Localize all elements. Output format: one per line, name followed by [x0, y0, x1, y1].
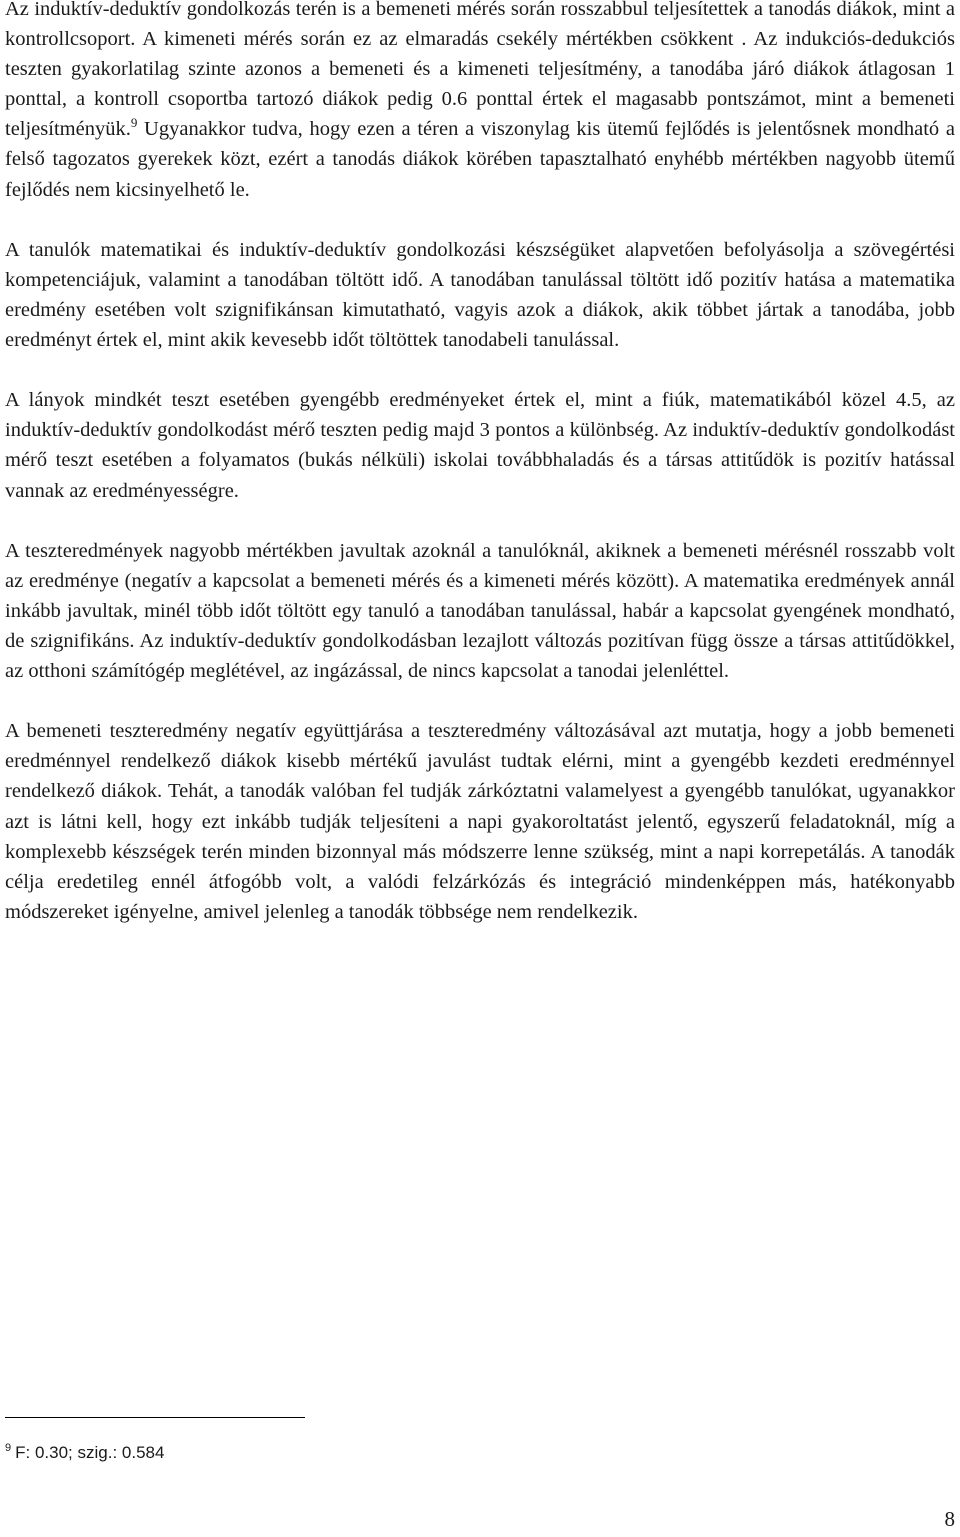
footnote-number: 9: [5, 1442, 12, 1455]
paragraph-2: A tanulók matematikai és induktív-deduktív gondolkozási készségüket alapvetően befolyásolja a szövegértési kompetenciájuk, valamint a tanodában töltött idő. A tanodában tanulással töltött idő pozitív hatása a matematika eredmény esetében volt szignifikánsan kimutatható, vagyis azok a diákok, akik többet jártak a tanodába, jobb eredményt értek el, mint akik kevesebb időt töltöttek tanodabeli tanulással.: [5, 238, 955, 352]
footnote-text: F: 0.30; szig.: 0.584: [15, 1443, 165, 1462]
paragraph-4: A teszteredmények nagyobb mértékben javultak azoknál a tanulóknál, akiknek a bemeneti mérésnél rosszabb volt az eredménye (negatív a kapcsolat a bemeneti mérés és a kimeneti mérés között). A matematika eredmények annál inkább javultak, minél több időt töltött egy tanuló a tanodában tanulással, habár a kapcsolat gyengének mondható, de szignifikáns. Az induktív-deduktív gondolkodásban lezajlott változás pozitívan függ össze a társas attitűdökkel, az otthoni számítógép meglétével, az ingázással, de nincs kapcsolat a tanodai jelenléttel.: [5, 539, 955, 683]
footnote-reference[interactable]: 9: [130, 115, 138, 131]
paragraph-1: [5, 0, 955, 205]
page-number: 8: [944, 1507, 955, 1531]
paragraph-1-text-continued: Ugyanakkor tudva, hogy ezen a téren a viszonylag kis ütemű fejlődés is jelentősnek mondható a felső tagozatos gyerekek közt, ezért a tanodás diákok körében tapasztalható enyhébb mértékben nagyobb ütemű fejlődés nem kicsinyelhető le.: [5, 118, 955, 201]
footnote: [5, 1442, 164, 1464]
paragraph-3: A lányok mindkét teszt esetében gyengébb eredményeket értek el, mint a fiúk, matematikából közel 4.5, az induktív-deduktív gondolkodást mérő teszten pedig majd 3 pontos a különbség. Az induktív-deduktív gondolkodást mérő teszt esetében a folyamatos (bukás nélküli) iskolai továbbhaladás és a társas attitűdök is pozitív hatással vannak az eredményességre.: [5, 389, 955, 502]
body-text: [5, 0, 955, 957]
paragraph-1-text: Az induktív-deduktív gondolkozás terén is a bemeneti mérés során rosszabbul teljesítettek a tanodás diákok, mint a kontrollcsoport. A kimeneti mérés során ez az elmaradás csekély mértékben csökkent . Az indukciós-dedukciós teszten gyakorlatilag szinte azonos a bemeneti és a kimeneti teljesítmény, a tanodába járó diákok átlagosan 1 ponttal, a kontroll csoportba tartozó diákok pedig 0.6 ponttal értek el magasabb pontszámot, mint a bemeneti teljesítményük.: [5, 0, 955, 141]
footnote-divider: [5, 1417, 305, 1418]
paragraph-5: A bemeneti teszteredmény negatív együttjárása a teszteredmény változásával azt mutatja, hogy a jobb bemeneti eredménnyel rendelkező diákok kisebb mértékű javulást tudtak elérni, mint a gyengébb kezdeti eredménnyel rendelkező diákok. Tehát, a tanodák valóban fel tudják zárkóztatni valamelyest a gyengébb tanulókat, ugyanakkor azt is látni kell, hogy ezt inkább tudják teljesíteni a napi gyakoroltatást jelentő, egyszerű feladatoknál, míg a komplexebb készségek terén minden bizonnyal más módszerre lenne szükség, mint a napi korrepetálás. A tanodák célja eredetileg ennél átfogóbb volt, a valódi felzárkózás és integráció mindenképpen más, hatékonyabb módszereket igényelne, amivel jelenleg a tanodák többsége nem rendelkezik.: [5, 720, 955, 923]
